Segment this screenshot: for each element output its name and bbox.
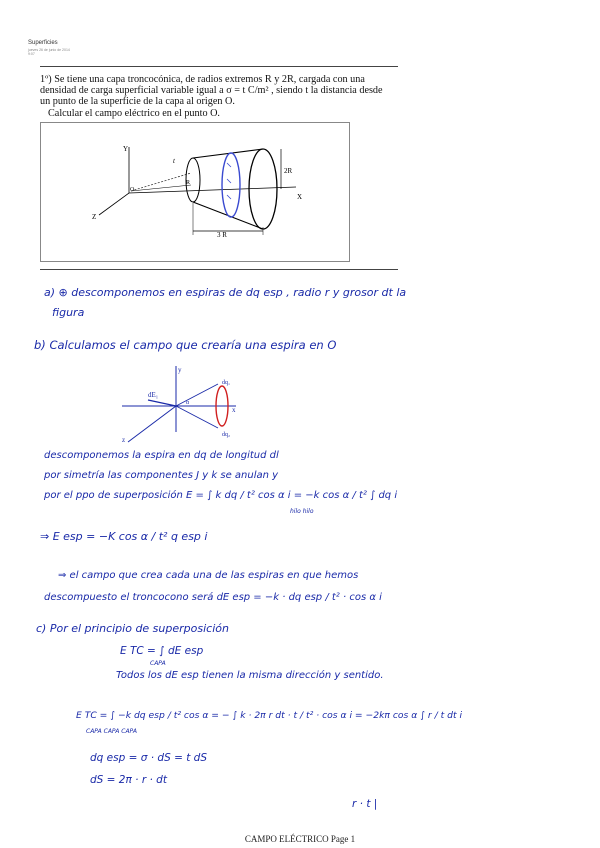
label-x: x	[232, 406, 236, 414]
label-y: y	[178, 366, 182, 374]
answer-c-line-7: r · t |	[352, 798, 378, 810]
problem-line-1: 1º) Se tiene una capa troncocónica, de radios extremos R y 2R, cargada con una	[40, 74, 365, 85]
line-to-dq1	[176, 384, 218, 406]
page-footer: CAMPO ELÉCTRICO Page 1	[244, 834, 356, 844]
espira-diagram	[118, 362, 248, 444]
problem-statement	[40, 74, 396, 119]
label-z: Z	[92, 213, 97, 221]
answer-a-line-1: a) ⊕ descomponemos en espiras de dq esp , radio r y grosor dt la	[44, 286, 407, 299]
answer-b-line-4-sub: hilo hilo	[290, 508, 314, 515]
line-to-dq2	[176, 406, 218, 428]
z-axis	[99, 193, 129, 215]
answer-b-line-5: ⇒ E esp = −K cos α / t² q esp i	[40, 530, 208, 543]
label-t: t	[173, 157, 175, 165]
answer-c-line-2: E TC = ∫ dE esp	[120, 645, 204, 657]
answer-b-line-4: por el ppo de superposición E = ∫ k dq / t² cos α i = −k cos α / t² ∫ dq i	[44, 490, 398, 501]
ring-hatch	[227, 163, 231, 199]
answer-c-line-5: dq esp = σ · dS = t dS	[90, 752, 207, 764]
label-y: Y	[123, 145, 129, 153]
x-axis	[129, 187, 296, 193]
problem-line-4: Calcular el campo eléctrico en el punto O.	[48, 107, 220, 119]
problem-line-2: densidad de carga superficial variable igual a σ = t C/m² , siendo t la distancia desde	[40, 85, 383, 97]
label-z: z	[122, 436, 126, 444]
label-alpha: α	[186, 400, 190, 406]
note-time: 9:07	[28, 52, 35, 56]
label-dq2: dq₂	[222, 432, 231, 438]
note-metadata	[28, 48, 70, 56]
label-dq1: dq₁	[222, 380, 231, 386]
problem-line-3: un punto de la superficie de la capa al origen O.	[40, 96, 235, 108]
answer-c-line-1: c) Por el principio de superposición	[36, 622, 229, 635]
label-de1: dE₁	[148, 391, 159, 399]
answer-c-line-6: dS = 2π · r · dt	[90, 774, 167, 786]
large-end-ellipse	[249, 149, 277, 229]
diagram-z-axis	[128, 406, 176, 442]
answer-c-line-4: E TC = ∫ −k dq esp / t² cos α = − ∫ k · 2π r dt · t / t² · cos α i = −2kπ cos α ∫ r / t dt i	[76, 710, 463, 721]
label-r-small: R	[186, 180, 191, 186]
label-origin: O	[130, 187, 135, 193]
ring-element	[222, 153, 240, 217]
note-date: jueves 26 de junio de 2014	[28, 48, 70, 52]
frustum-figure-frame	[40, 122, 350, 262]
answer-c-line-4-sub: CAPA CAPA CAPA	[86, 728, 137, 735]
label-2r: 2R	[284, 167, 293, 175]
label-3r: 3 R	[217, 231, 227, 239]
answer-b-line-7: descompuesto el troncocono será dE esp = −k · dq esp / t² · cos α i	[44, 592, 382, 603]
answer-c-line-3: Todos los dE esp tienen la misma dirección y sentido.	[116, 670, 384, 681]
label-x: X	[297, 193, 303, 201]
section-title: Superficies	[28, 40, 58, 46]
answer-c-line-2-sub: CAPA	[150, 660, 166, 667]
frustum-top-edge	[193, 149, 263, 158]
frustum-figure	[41, 123, 349, 261]
answer-b-line-2: descomponemos la espira en dq de longitud dl	[44, 450, 279, 461]
answer-b-line-6: ⇒ el campo que crea cada una de las espiras en que hemos	[58, 570, 359, 581]
distance-line-2	[131, 185, 191, 191]
answer-b-line-1: b) Calculamos el campo que crearía una espira en O	[34, 338, 337, 352]
answer-b-line-3: por simetría las componentes J y k se anulan y	[44, 470, 279, 481]
de1-vector	[148, 400, 176, 406]
answer-a-line-2: figura	[52, 306, 85, 319]
